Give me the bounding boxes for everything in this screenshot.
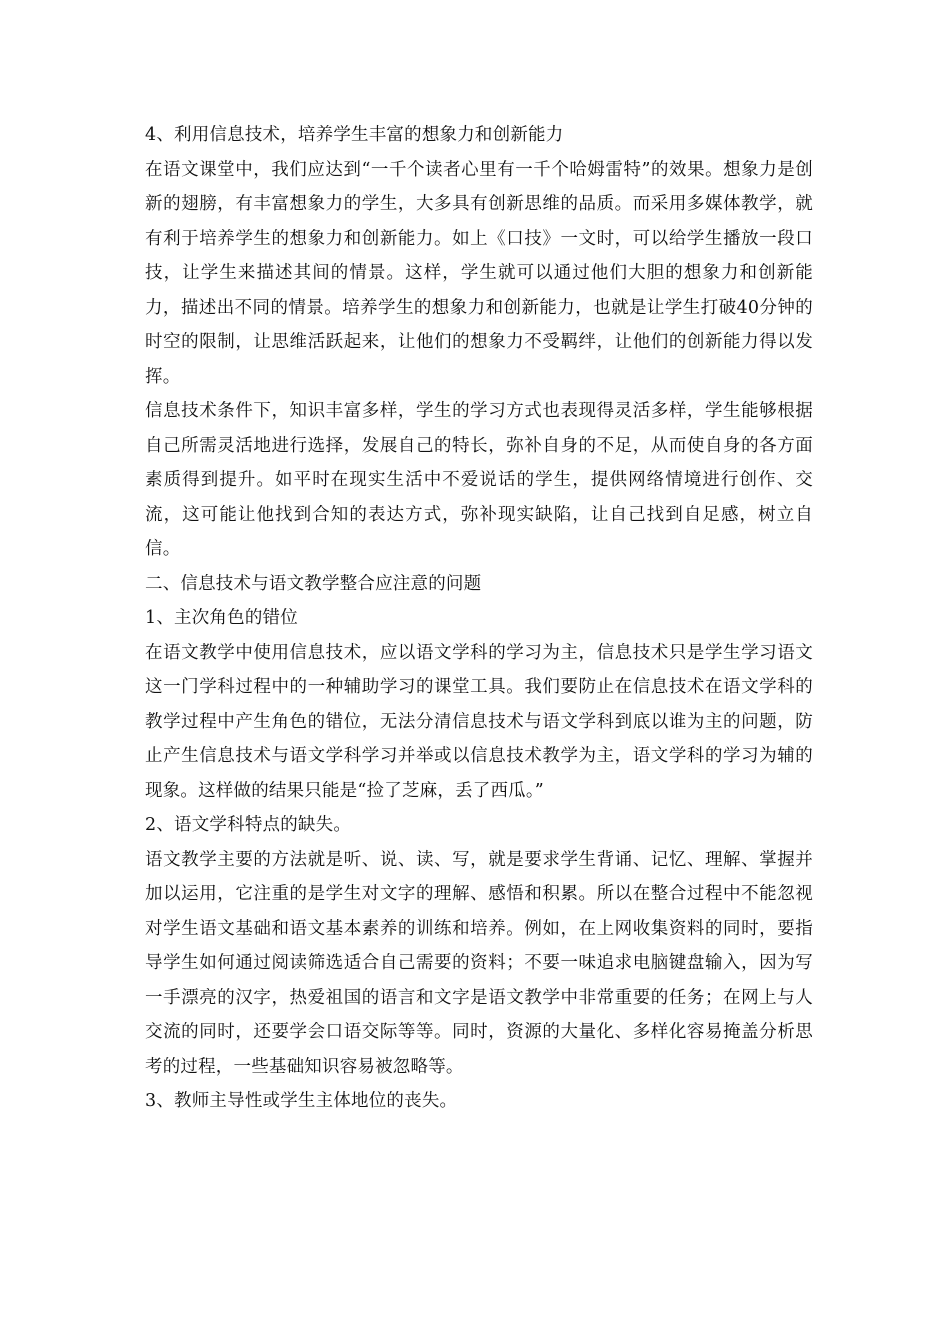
- body-paragraph-learning-styles: 信息技术条件下，知识丰富多样，学生的学习方式也表现得灵活多样，学生能够根据自己所需灵活地进行选择，发展自己的特长，弥补自身的不足，从而使自身的各方面素质得到提升。如平时在现实生活中不爱说话的学生，提供网络情境进行创作、交流，这可能让他找到合知的表达方式，弥补现实缺陷，让自己找到自足感，树立自信。: [145, 401, 813, 559]
- body-paragraph-subject-features: 语文教学主要的方法就是听、说、读、写，就是要求学生背诵、记忆、理解、掌握并加以运用，它注重的是学生对文字的理解、感悟和积累。所以在整合过程中不能忽视对学生语文基础和语文基本素养的训练和培养。例如，在上网收集资料的同时，要指导学生如何通过阅读筛选适合自己需要的资料；不要一味追求电脑键盘输入，因为写一手漂亮的汉字，热爱祖国的语言和文字是语文教学中非常重要的任务；在网上与人交流的同时，还要学会口语交际等等。同时，资源的大量化、多样化容易掩盖分析思考的过程，一些基础知识容易被忽略等。: [145, 849, 813, 1077]
- subheading-subject-features: 2、语文学科特点的缺失。: [145, 815, 352, 835]
- document-page: [145, 118, 813, 1119]
- body-paragraph-imagination: 在语文课堂中，我们应达到“一千个读者心里有一千个哈姆雷特”的效果。想象力是创新的翅膀，有丰富想象力的学生，大多具有创新思维的品质。而采用多媒体教学，就有利于培养学生的想象力和创新能力。如上《口技》一文时，可以给学生播放一段口技，让学生来描述其间的情景。这样，学生就可以通过他们大胆的想象力和创新能力，描述出不同的情景。培养学生的想象力和创新能力，也就是让学生打破40分钟的时空的限制，让思维活跃起来，让他们的想象力不受羁绊，让他们的创新能力得以发挥。: [145, 159, 813, 387]
- section-heading-integration-issues: 二、信息技术与语文教学整合应注意的问题: [145, 573, 482, 594]
- subheading-role-misplacement: 1、主次角色的错位: [145, 608, 298, 628]
- body-paragraph-role-misplacement: 在语文教学中使用信息技术，应以语文学科的学习为主，信息技术只是学生学习语文这一门学科过程中的一种辅助学习的课堂工具。我们要防止在信息技术在语文学科的教学过程中产生角色的错位，无法分清信息技术与语文学科到底以谁为主的问题，防止产生信息技术与语文学科学习并举或以信息技术教学为主，语文学科的学习为辅的现象。这样做的结果只能是“捡了芝麻，丢了西瓜。”: [145, 642, 813, 801]
- subheading-teacher-student-role: 3、教师主导性或学生主体地位的丧失。: [145, 1091, 458, 1111]
- section-heading-imagination: 4、利用信息技术，培养学生丰富的想象力和创新能力: [145, 125, 564, 145]
